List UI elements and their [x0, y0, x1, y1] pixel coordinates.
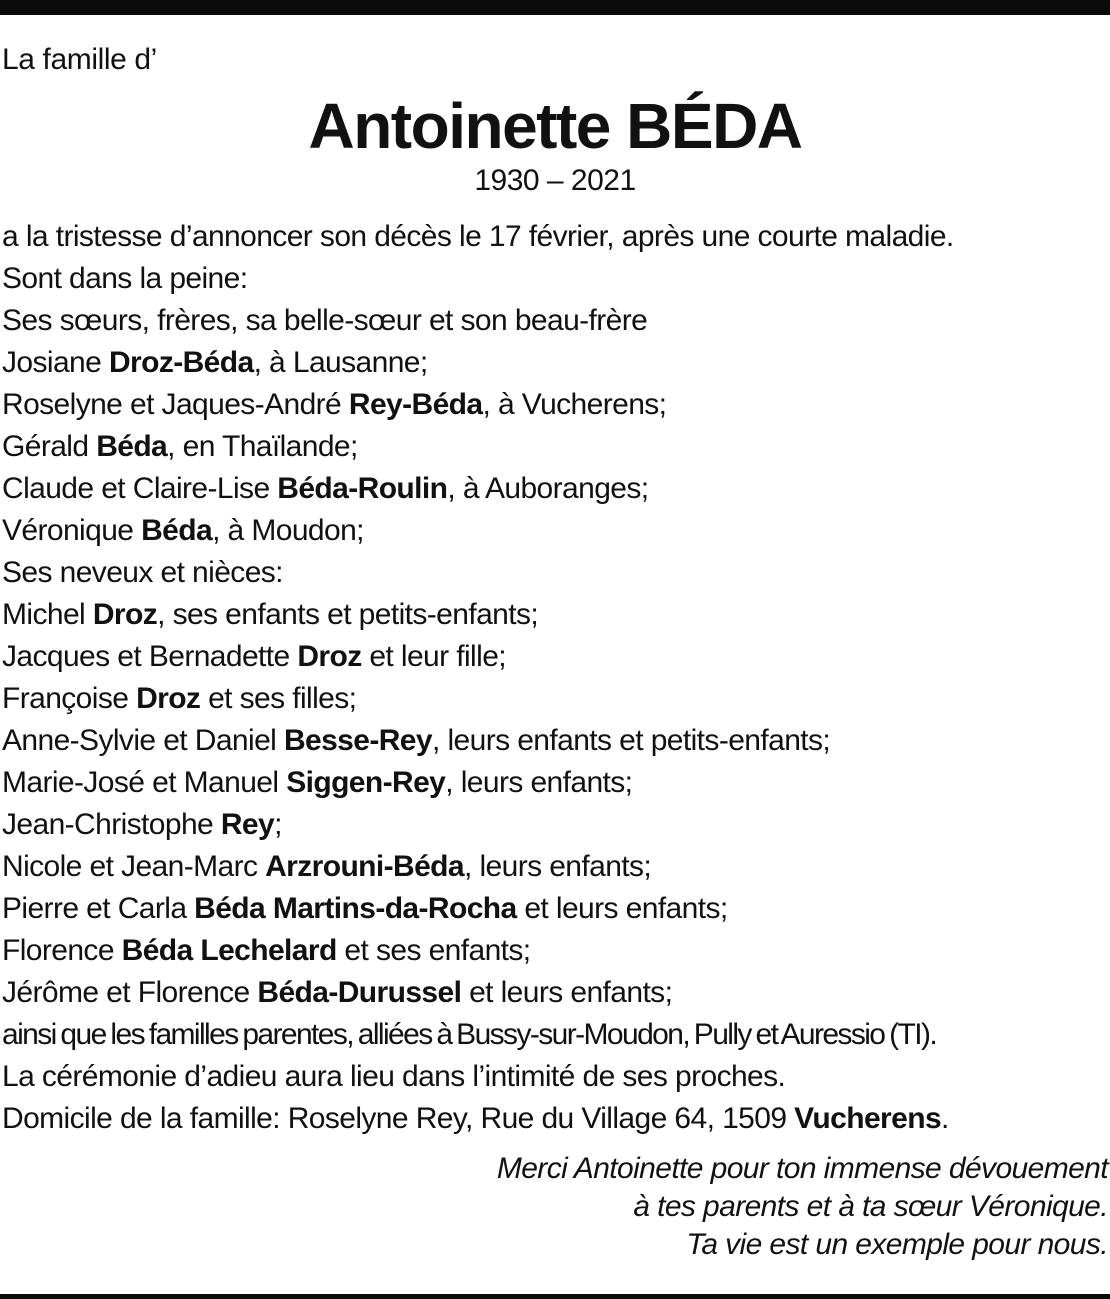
family-name: Droz-Béda [108, 346, 254, 379]
line-text: Michel [2, 598, 93, 631]
bottom-rule [0, 1294, 1110, 1299]
line-text: Roselyne et Jaques-André [2, 388, 349, 421]
line-text: Florence [2, 934, 122, 967]
line-text: Sont dans la peine: [2, 262, 248, 295]
family-name: Droz [92, 598, 158, 631]
deceased-name: Antoinette BÉDA [308, 90, 802, 162]
line-text: Françoise [2, 682, 137, 715]
line-text: , à Moudon; [212, 514, 364, 547]
line-text: Gérald [2, 430, 97, 463]
announcement-line [2, 510, 1110, 552]
line-text: , en Thaïlande; [167, 430, 358, 463]
line-text: et leur fille; [361, 640, 507, 673]
line-text: Jérôme et Florence [2, 976, 258, 1009]
announcement-line [2, 384, 1110, 426]
line-text: Ses sœurs, frères, sa belle-sœur et son beau-frère [2, 304, 648, 337]
line-text: Claude et Claire-Lise [2, 472, 278, 505]
line-text: Nicole et Jean-Marc [2, 850, 266, 883]
line-text: et ses enfants; [336, 934, 531, 967]
closing-line: à tes parents et à ta sœur Véronique. [633, 1190, 1108, 1223]
line-text: Pierre et Carla [2, 892, 195, 925]
announcement-line [2, 720, 1110, 762]
family-name: Droz [297, 640, 362, 673]
line-text: et leurs enfants; [461, 976, 673, 1009]
line-text: , leurs enfants; [463, 850, 652, 883]
family-name: Vucherens [794, 1102, 942, 1135]
announcement-line [2, 426, 1110, 468]
family-name: Béda Lechelard [121, 934, 337, 967]
family-name: Besse-Rey [283, 724, 432, 757]
family-name: Béda-Durussel [257, 976, 462, 1009]
family-name: Droz [136, 682, 201, 715]
family-name: Arzrouni-Béda [265, 850, 464, 883]
announcement-line [2, 846, 1110, 888]
announcement-line [2, 552, 1110, 594]
announcement-line [2, 678, 1110, 720]
announcement-line [2, 258, 1110, 300]
line-text: Ses neveux et nièces: [2, 556, 283, 589]
closing-line: Merci Antoinette pour ton immense dévouement [496, 1152, 1108, 1185]
line-text: . [941, 1102, 949, 1135]
announcement-line [2, 468, 1110, 510]
closing-message [0, 1150, 1108, 1264]
announcement-line [2, 762, 1110, 804]
family-name: Béda Martins-da-Rocha [194, 892, 517, 925]
announcement-line [2, 804, 1110, 846]
announcement-line [2, 1014, 1110, 1056]
line-text: , à Vucherens; [482, 388, 667, 421]
closing-line: Ta vie est un exemple pour nous. [686, 1228, 1108, 1261]
family-name: Béda [96, 430, 168, 463]
announcement-line [2, 1056, 1110, 1098]
line-text: et leurs enfants; [516, 892, 728, 925]
line-text: Josiane [2, 346, 109, 379]
top-rule [0, 0, 1110, 15]
family-name: Béda-Roulin [277, 472, 448, 505]
announcement-body [2, 216, 1110, 1140]
family-name: Béda [141, 514, 213, 547]
deceased-years: 1930 – 2021 [474, 164, 636, 197]
line-text: Domicile de la famille: Roselyne Rey, Rue du Village 64, 1509 [2, 1102, 795, 1135]
announcement-line [2, 342, 1110, 384]
line-text: ainsi que les familles parentes, alliées à Bussy-sur-Moudon, Pully et Auressio (TI). [2, 1018, 937, 1051]
family-name: Rey-Béda [348, 388, 483, 421]
line-text: , à Lausanne; [253, 346, 428, 379]
line-text: , leurs enfants et petits-enfants; [431, 724, 831, 757]
line-text: Véronique [2, 514, 142, 547]
announcement-line [2, 1098, 1110, 1140]
line-text: a la tristesse d’annoncer son décès le 17 février, après une courte maladie. [2, 220, 954, 253]
line-text: Marie-José et Manuel [2, 766, 287, 799]
announcement-line [2, 300, 1110, 342]
announcement-line [2, 972, 1110, 1014]
family-name: Siggen-Rey [286, 766, 446, 799]
line-text: , leurs enfants; [445, 766, 633, 799]
line-text: et ses filles; [200, 682, 357, 715]
line-text: Jacques et Bernadette [2, 640, 298, 673]
announcement-line [2, 636, 1110, 678]
line-text: Anne-Sylvie et Daniel [2, 724, 284, 757]
line-text: Jean-Christophe [2, 808, 221, 841]
announcement-line [2, 888, 1110, 930]
line-text: La cérémonie d’adieu aura lieu dans l’intimité de ses proches. [2, 1060, 786, 1093]
announcement-line [2, 594, 1110, 636]
announcement-line [2, 930, 1110, 972]
family-name: Rey [220, 808, 275, 841]
line-text: , ses enfants et petits-enfants; [157, 598, 539, 631]
line-text: , à Auboranges; [447, 472, 649, 505]
intro-text: La famille d’ [2, 43, 157, 76]
announcement-line [2, 216, 1110, 258]
line-text: ; [274, 808, 282, 841]
